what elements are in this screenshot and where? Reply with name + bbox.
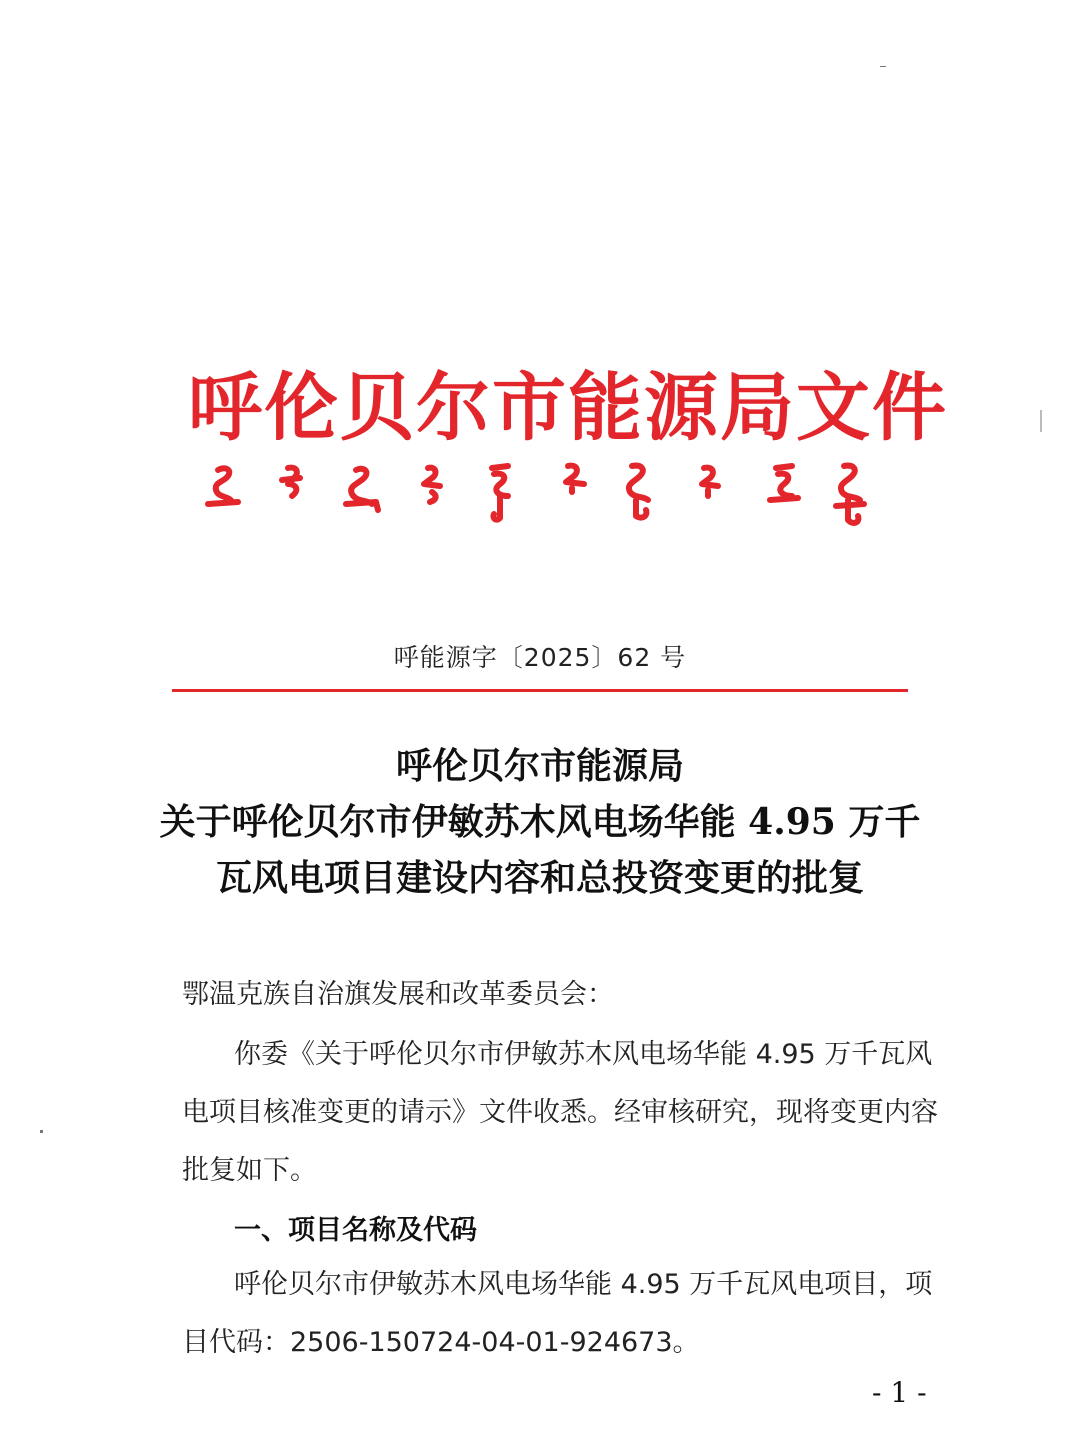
title-line-2: 关于呼伦贝尔市伊敏苏木风电场华能 4.95 万千 — [159, 801, 921, 843]
masthead-title: 呼伦贝尔市能源局文件 — [188, 365, 948, 451]
page-number: - 1 - — [872, 1376, 927, 1409]
mongolian-script-graphic — [196, 456, 896, 536]
paragraph-1-line-2: 电项目核准变更的请示》文件收悉。经审核研究，现将变更内容 — [182, 1097, 938, 1128]
scan-speck — [1040, 410, 1042, 432]
mongolian-script-title — [196, 456, 896, 536]
paragraph-1-line-3: 批复如下。 — [182, 1155, 317, 1186]
scan-speck — [40, 1130, 43, 1133]
section-1-heading: 一、项目名称及代码 — [234, 1215, 477, 1246]
scan-speck — [880, 66, 886, 67]
paragraph-1-line-1: 你委《关于呼伦贝尔市伊敏苏木风电场华能 4.95 万千瓦风 — [234, 1039, 933, 1070]
addressee: 鄂温克族自治旗发展和改革委员会： — [182, 979, 614, 1010]
section-1-line-2: 目代码：2506-150724-04-01-924673。 — [182, 1327, 700, 1358]
document-number: 呼能源字〔2025〕62 号 — [393, 643, 687, 672]
section-1-line-1: 呼伦贝尔市伊敏苏木风电场华能 4.95 万千瓦风电项目，项 — [234, 1269, 933, 1300]
red-divider-line — [172, 689, 908, 692]
document-title — [150, 738, 930, 906]
title-line-1: 呼伦贝尔市能源局 — [395, 745, 684, 787]
title-line-3: 瓦风电项目建设内容和总投资变更的批复 — [215, 857, 864, 899]
